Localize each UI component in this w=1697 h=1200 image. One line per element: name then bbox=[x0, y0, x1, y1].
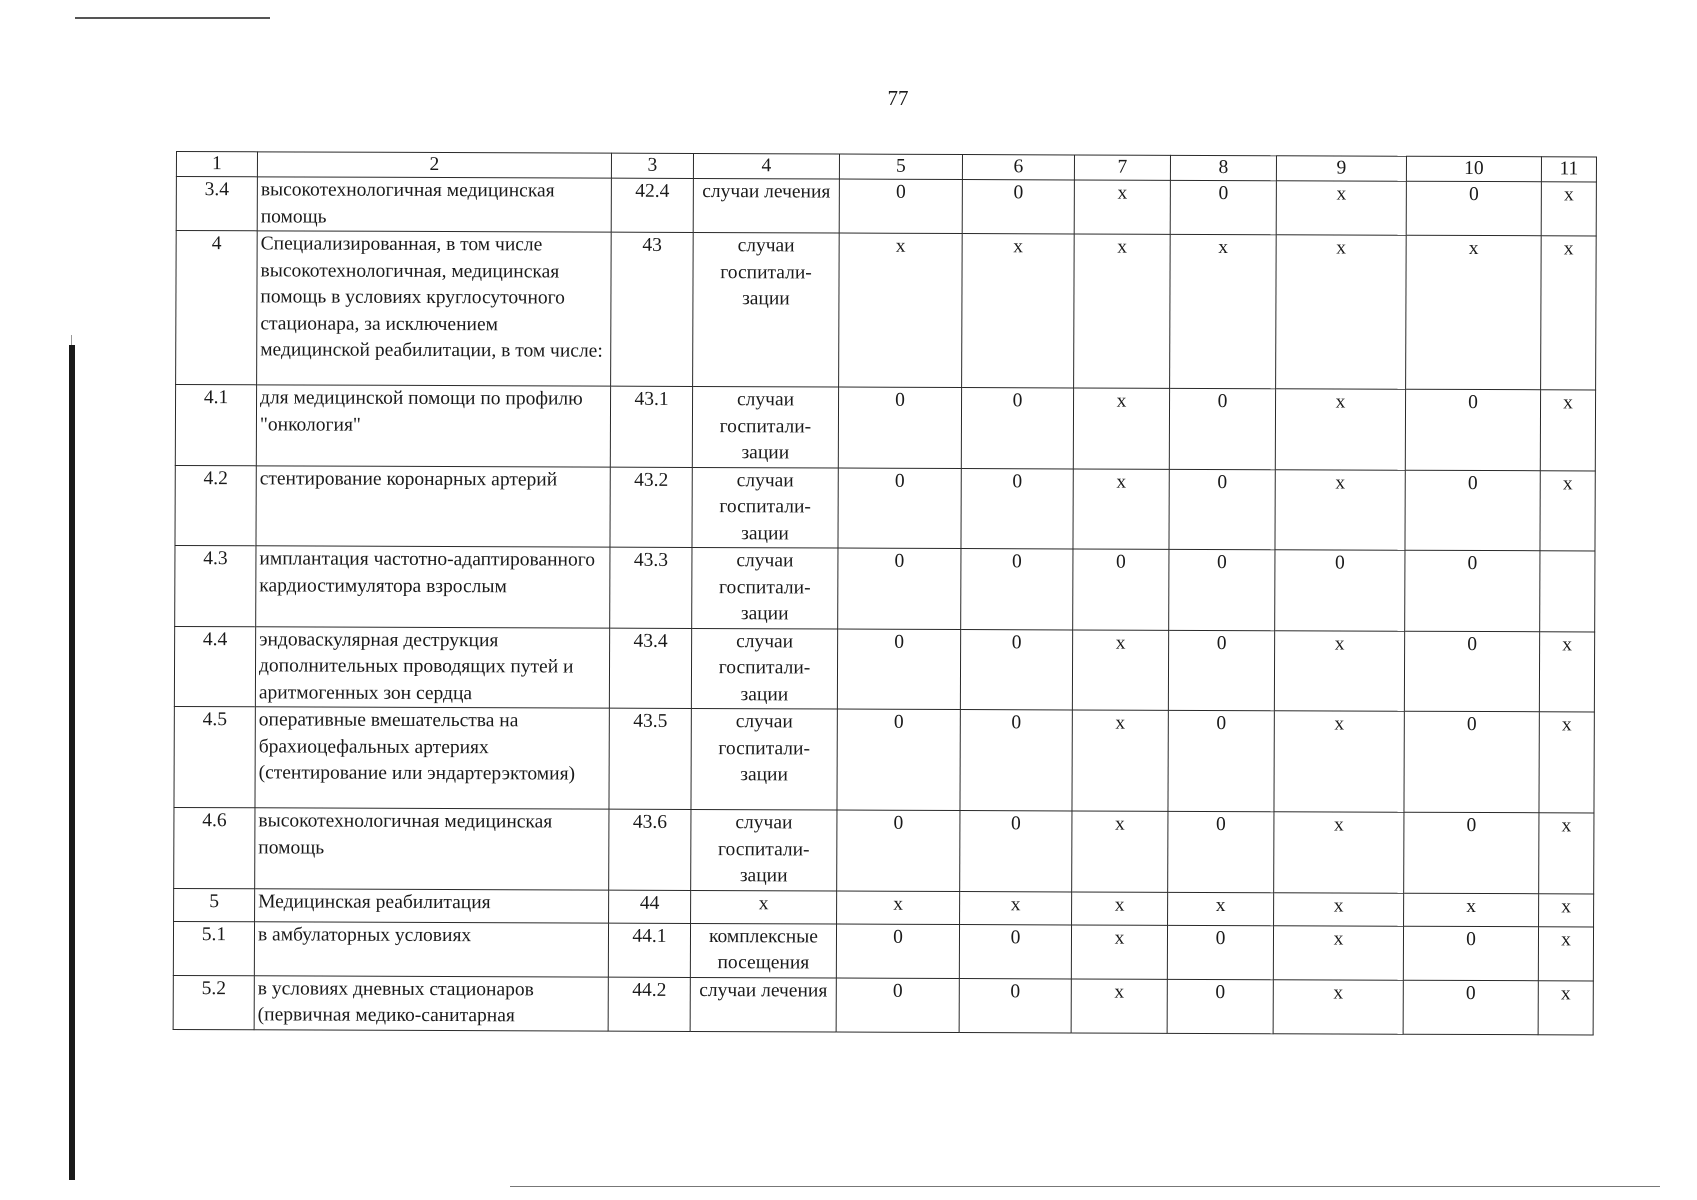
row-value-cell-col5: 0 bbox=[836, 924, 959, 978]
row-number-cell: 3.4 bbox=[176, 177, 257, 231]
row-value-cell-col7: х bbox=[1074, 180, 1170, 234]
row-value-cell-col5: 0 bbox=[838, 548, 961, 629]
row-value-cell-col10: 0 bbox=[1404, 711, 1539, 813]
top-left-rule bbox=[75, 17, 270, 19]
row-value-cell-col9: х bbox=[1273, 925, 1403, 979]
data-table bbox=[173, 151, 1597, 1035]
row-value-cell-col5: 0 bbox=[836, 978, 959, 1032]
row-name-cell: эндоваскулярная деструкция дополнительных проводящих путей и аритмогенных зон сердца bbox=[255, 626, 609, 708]
row-value-cell-col11: х bbox=[1541, 236, 1597, 390]
row-value-cell-col11: х bbox=[1539, 712, 1594, 813]
row-value-cell-col8: х bbox=[1170, 234, 1277, 388]
row-unit-cell: случаи лечения bbox=[690, 977, 836, 1032]
column-header-10: 10 bbox=[1406, 156, 1541, 182]
table-row bbox=[174, 706, 1594, 812]
row-unit-cell: случаи госпитали-зации bbox=[691, 809, 837, 890]
row-name-cell: оперативные вмешательства на брахиоцефальных артериях (стентирование или эндартерэктомия) bbox=[255, 707, 609, 809]
row-name-cell: в условиях дневных стационаров (первичная медико-санитарная bbox=[254, 975, 608, 1030]
row-value-cell-col6: 0 bbox=[962, 180, 1074, 234]
row-value-cell-col9: х bbox=[1274, 892, 1404, 925]
row-number-cell: 4.6 bbox=[174, 807, 255, 888]
row-code-cell: 43.1 bbox=[610, 386, 692, 467]
row-code-cell: 43.5 bbox=[609, 708, 691, 809]
table-row bbox=[174, 888, 1594, 926]
row-value-cell-col9: 0 bbox=[1275, 550, 1405, 631]
column-header-9: 9 bbox=[1276, 156, 1406, 181]
row-value-cell-col8: 0 bbox=[1170, 180, 1276, 234]
row-unit-cell: случаи госпитали-зации bbox=[692, 467, 838, 548]
row-value-cell-col10: 0 bbox=[1404, 631, 1539, 712]
row-value-cell-col10: 0 bbox=[1403, 980, 1538, 1035]
row-unit-cell: случаи госпитали-зации bbox=[692, 386, 838, 467]
row-value-cell-col10: 0 bbox=[1405, 550, 1540, 631]
row-value-cell-col8: х bbox=[1168, 892, 1274, 925]
row-value-cell-col7: х bbox=[1074, 234, 1171, 388]
row-number-cell: 4.3 bbox=[175, 545, 256, 626]
row-number-cell: 5.2 bbox=[173, 975, 254, 1029]
row-name-cell: Медицинская реабилитация bbox=[255, 888, 609, 922]
row-value-cell-col6: 0 bbox=[960, 710, 1072, 811]
row-value-cell-col7: 0 bbox=[1073, 549, 1169, 630]
row-value-cell-col6: 0 bbox=[959, 978, 1071, 1032]
row-value-cell-col5: х bbox=[839, 233, 963, 387]
row-value-cell-col10: 0 bbox=[1405, 470, 1540, 551]
row-value-cell-col6: 0 bbox=[960, 629, 1072, 710]
column-header-5: 5 bbox=[839, 154, 962, 179]
table-row bbox=[175, 465, 1595, 551]
row-value-cell-col8: 0 bbox=[1168, 630, 1274, 711]
column-header-6: 6 bbox=[962, 155, 1074, 180]
row-value-cell-col7: х bbox=[1072, 891, 1168, 924]
row-number-cell: 4 bbox=[176, 231, 258, 385]
row-value-cell-col10: 0 bbox=[1406, 181, 1541, 236]
table-row bbox=[175, 385, 1595, 471]
row-value-cell-col6: х bbox=[960, 891, 1072, 924]
row-value-cell-col8: 0 bbox=[1168, 710, 1274, 811]
row-code-cell: 44.1 bbox=[608, 923, 690, 977]
row-value-cell-col5: 0 bbox=[838, 387, 961, 468]
row-number-cell: 4.2 bbox=[175, 465, 256, 546]
row-value-cell-col8: 0 bbox=[1167, 925, 1273, 979]
row-value-cell-col9: х bbox=[1276, 181, 1406, 235]
row-code-cell: 44.2 bbox=[608, 977, 690, 1031]
row-value-cell-col11: х bbox=[1539, 813, 1594, 894]
row-value-cell-col6: х bbox=[962, 234, 1075, 388]
row-value-cell-col6: 0 bbox=[961, 388, 1073, 469]
row-name-cell: стентирование коронарных артерий bbox=[256, 465, 610, 547]
row-value-cell-col11: х bbox=[1539, 631, 1594, 712]
row-value-cell-col11: х bbox=[1540, 470, 1595, 551]
row-value-cell-col7: х bbox=[1071, 924, 1167, 978]
table-row bbox=[176, 177, 1596, 236]
row-value-cell-col9: х bbox=[1275, 469, 1405, 550]
column-header-3: 3 bbox=[611, 153, 693, 178]
table-row bbox=[175, 545, 1595, 631]
page-number: 77 bbox=[887, 86, 909, 110]
row-name-cell: в амбулаторных условиях bbox=[254, 921, 608, 976]
row-value-cell-col5: 0 bbox=[838, 468, 961, 549]
bottom-rule bbox=[510, 1186, 1660, 1187]
row-value-cell-col9: х bbox=[1273, 979, 1403, 1033]
column-header-7: 7 bbox=[1074, 155, 1170, 180]
row-code-cell: 44 bbox=[609, 890, 691, 923]
row-value-cell-col9: х bbox=[1275, 389, 1405, 470]
row-name-cell: высокотехнологичная медицинская помощь bbox=[257, 177, 611, 232]
row-value-cell-col8: 0 bbox=[1168, 811, 1274, 892]
table-row bbox=[174, 626, 1594, 712]
row-name-cell: Специализированная, в том числе высокотехнологичная, медицинская помощь в условиях круглосуточного стационара, за исключением медицинской реабилитации, в том числе: bbox=[257, 231, 612, 386]
row-value-cell-col7: х bbox=[1073, 388, 1169, 469]
row-unit-cell: случаи госпитали-зации bbox=[693, 232, 840, 387]
row-value-cell-col8: 0 bbox=[1169, 388, 1275, 469]
row-value-cell-col6: 0 bbox=[959, 924, 1071, 978]
row-unit-cell: случаи госпитали-зации bbox=[691, 708, 837, 810]
row-value-cell-col11: х bbox=[1538, 926, 1593, 980]
row-unit-cell: комплексные посещения bbox=[690, 923, 836, 978]
row-code-cell: 43.2 bbox=[610, 467, 692, 548]
row-value-cell-col7: х bbox=[1073, 468, 1169, 549]
column-header-11: 11 bbox=[1541, 157, 1596, 182]
row-value-cell-col11: х bbox=[1539, 893, 1594, 926]
row-value-cell-col7: х bbox=[1072, 811, 1168, 892]
row-value-cell-col11: х bbox=[1541, 182, 1596, 236]
row-value-cell-col8: 0 bbox=[1169, 549, 1275, 630]
row-name-cell: высокотехнологичная медицинская помощь bbox=[255, 808, 609, 890]
row-value-cell-col9: х bbox=[1276, 235, 1407, 389]
row-value-cell-col10: 0 bbox=[1405, 389, 1540, 470]
row-unit-cell: случаи госпитали-зации bbox=[691, 628, 837, 709]
scan-binding-edge bbox=[69, 345, 75, 1180]
row-value-cell-col7: х bbox=[1072, 629, 1168, 710]
row-code-cell: 43.6 bbox=[609, 809, 691, 890]
row-value-cell-col7: х bbox=[1072, 710, 1168, 811]
row-value-cell-col11 bbox=[1540, 551, 1595, 632]
table-row bbox=[173, 975, 1593, 1034]
row-code-cell: 43.3 bbox=[610, 547, 692, 628]
row-value-cell-col9: х bbox=[1274, 630, 1404, 711]
row-unit-cell: случаи госпитали-зации bbox=[692, 547, 838, 628]
row-unit-cell: х bbox=[691, 890, 837, 924]
row-unit-cell: случаи лечения bbox=[693, 178, 839, 233]
row-name-cell: имплантация частотно-адаптированного кардиостимулятора взрослым bbox=[256, 546, 610, 628]
table-row bbox=[173, 921, 1593, 980]
row-value-cell-col9: х bbox=[1274, 812, 1404, 893]
row-value-cell-col10: х bbox=[1406, 235, 1542, 390]
row-value-cell-col10: 0 bbox=[1403, 926, 1538, 981]
row-number-cell: 4.1 bbox=[175, 385, 256, 466]
row-number-cell: 5.1 bbox=[173, 921, 254, 975]
row-number-cell: 4.5 bbox=[174, 706, 255, 807]
table-row bbox=[174, 807, 1594, 893]
row-value-cell-col11: х bbox=[1540, 390, 1595, 471]
column-header-8: 8 bbox=[1170, 155, 1276, 180]
row-value-cell-col10: х bbox=[1404, 893, 1539, 927]
row-code-cell: 42.4 bbox=[611, 178, 693, 232]
table-row bbox=[176, 231, 1597, 390]
row-value-cell-col5: х bbox=[837, 891, 960, 924]
row-value-cell-col8: 0 bbox=[1169, 469, 1275, 550]
row-number-cell: 5 bbox=[174, 888, 255, 921]
row-name-cell: для медицинской помощи по профилю "онкология" bbox=[256, 385, 610, 467]
row-value-cell-col9: х bbox=[1274, 711, 1404, 812]
row-value-cell-col6: 0 bbox=[961, 549, 1073, 630]
row-code-cell: 43.4 bbox=[609, 628, 691, 709]
column-header-2: 2 bbox=[257, 152, 611, 178]
row-code-cell: 43 bbox=[611, 232, 694, 386]
row-value-cell-col6: 0 bbox=[960, 811, 1072, 892]
column-header-1: 1 bbox=[176, 152, 257, 177]
row-value-cell-col11: х bbox=[1538, 980, 1593, 1034]
row-value-cell-col5: 0 bbox=[837, 810, 960, 891]
row-value-cell-col5: 0 bbox=[837, 709, 960, 810]
row-value-cell-col7: х bbox=[1071, 978, 1167, 1032]
row-number-cell: 4.4 bbox=[174, 626, 255, 707]
row-value-cell-col6: 0 bbox=[961, 468, 1073, 549]
row-value-cell-col8: 0 bbox=[1167, 979, 1273, 1033]
column-header-4: 4 bbox=[693, 153, 839, 179]
row-value-cell-col5: 0 bbox=[839, 179, 962, 233]
row-value-cell-col5: 0 bbox=[837, 629, 960, 710]
row-value-cell-col10: 0 bbox=[1404, 812, 1539, 893]
